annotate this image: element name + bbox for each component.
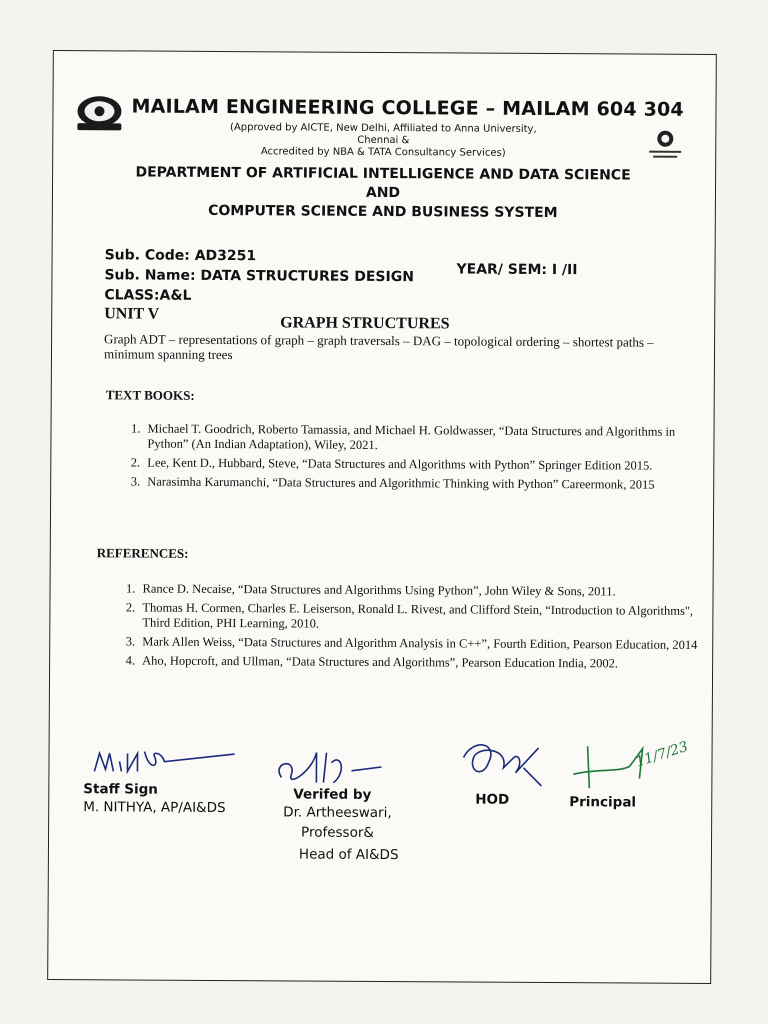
unit-number: UNIT V (104, 305, 160, 323)
class-label: CLASS:A&L (104, 287, 192, 304)
verified-by-label: Verifed by (293, 786, 372, 803)
verifier-title: Professor& (301, 824, 375, 841)
unit-title: GRAPH STRUCTURES (280, 314, 450, 333)
staff-sign-label: Staff Sign (83, 781, 158, 798)
sub-name: Sub. Name: DATA STRUCTURES DESIGN (104, 267, 414, 286)
references-heading: REFERENCES: (96, 545, 189, 561)
list-item: 4. Aho, Hopcroft, and Ullman, “Data Structures and Algorithms”, Pearson Education India, 2002. (138, 654, 698, 672)
list-item: 3. Mark Allen Weiss, “Data Structures and Algorithm Analysis in C++”, Fourth Edition, Pearson Education, 2014 (138, 635, 698, 653)
college-logo-icon (71, 93, 127, 133)
list-item: 1. Rance D. Necaise, “Data Structures and Algorithms Using Python”, John Wiley & Sons, 2011. (139, 582, 699, 600)
principal-signature-icon (567, 738, 697, 799)
staff-name: M. NITHYA, AP/AI&DS (83, 799, 226, 817)
list-item: 2. Lee, Kent D., Hubbard, Steve, “Data Structures and Algorithms with Python” Springer Edition 2015. (143, 456, 698, 474)
document-page (47, 50, 717, 984)
college-name: MAILAM ENGINEERING COLLEGE – MAILAM 604 304 (131, 95, 684, 121)
textbooks-heading: TEXT BOOKS: (105, 387, 195, 403)
unit-syllabus: Graph ADT – representations of graph – graph traversals – DAG – topological ordering – shortest paths – minimum spanning trees (103, 331, 654, 363)
sub-code: Sub. Code: AD3251 (104, 247, 257, 265)
list-item: 2. Thomas H. Cormen, Charles E. Leiserson, Ronald L. Rivest, and Clifford Stein, “Introduction to Algorithms", Third Edition, PHI Learning, 2010. (138, 601, 698, 634)
verifier-signature-icon (271, 742, 391, 793)
principal-date: 11/7/23 (633, 738, 691, 771)
seal-icon (645, 127, 685, 163)
verifier-name: Dr. Artheeswari, (283, 804, 392, 822)
hod-label: HOD (475, 791, 510, 808)
principal-label: Principal (569, 794, 637, 811)
staff-signature-icon (89, 741, 239, 782)
year-sem: YEAR/ SEM: I /II (456, 261, 578, 279)
department-title: DEPARTMENT OF ARTIFICIAL INTELLIGENCE AND DATA SCIENCE AND COMPUTER SCIENCE AND BUSINESS SYSTEM (135, 164, 631, 222)
textbooks-list (121, 421, 698, 497)
hod-signature-icon (453, 737, 549, 798)
list-item: 1. Michael T. Goodrich, Roberto Tamassia, and Michael H. Goldwasser, “Data Structures and Algorithms in Python” (An Indian Adaptation), Wiley, 2021. (143, 422, 698, 455)
references-list (116, 581, 699, 676)
verifier-department: Head of AI&DS (298, 846, 399, 864)
list-item: 3. Narasimha Karumanchi, “Data Structures and Algorithmic Thinking with Python” Careermonk, 2015 (143, 475, 698, 493)
approval-line: (Approved by AICTE, New Delhi, Affiliated to Anna University, Chennai & Accredited by NBA & TATA Consultancy Services) (230, 122, 537, 159)
